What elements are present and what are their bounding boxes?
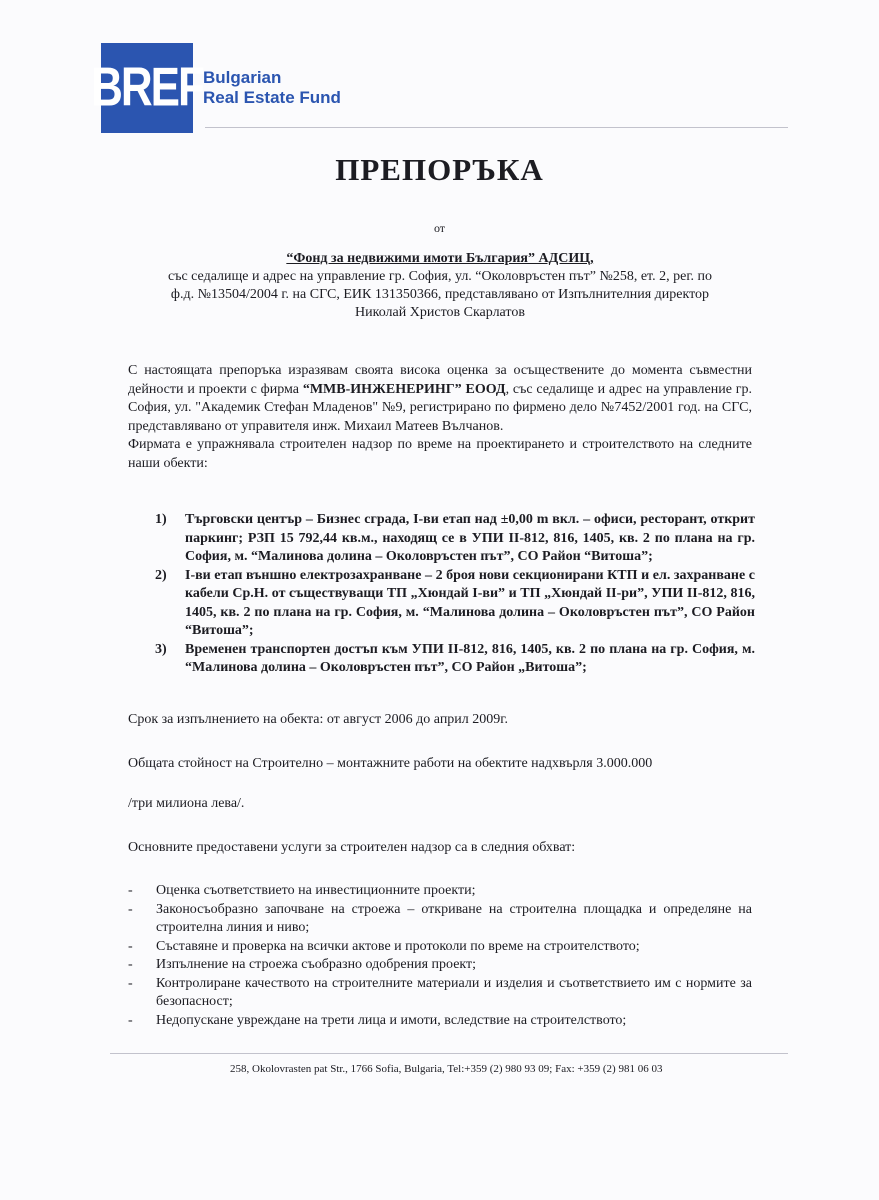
value-line-2: /три милиона лева/. [128, 796, 245, 811]
bullet-text: Съставяне и проверка на всички актове и протоколи по време на строителството; [156, 938, 640, 954]
intro-text-1: С настоящата препоръка изразявам своята висока оценка за осъществените до момента съвместни дейности и проекти с фирма [128, 363, 752, 397]
from-label: от [433, 221, 446, 235]
list-item [128, 901, 752, 938]
list-item-number: 1) [155, 512, 167, 527]
bullet-dash: - [128, 901, 133, 917]
bullet-dash: - [128, 938, 133, 954]
list-item [155, 567, 755, 641]
list-item [128, 938, 752, 957]
intro-text-3: Фирмата е упражнявала строителен надзор по време на проектирането и строителството на следните наши обекти: [128, 437, 752, 471]
bullet-dash: - [128, 1012, 133, 1028]
intro-firm-name: “ММВ-ИНЖЕНЕРИНГ” ЕООД [302, 381, 506, 397]
list-item [128, 956, 752, 975]
list-item [128, 882, 752, 901]
issuer-line-3: Николай Христов Скарлатов [355, 305, 525, 320]
document-title: ПРЕПОРЪКА [335, 152, 544, 187]
list-item-number: 3) [155, 641, 167, 657]
bullet-text: Законосъобразно започване на строежа – откриване на строителна площадка и определяне на строителна линия и ниво; [156, 901, 752, 935]
bullet-text: Изпълнение на строежа съобразно одобрения проект; [156, 957, 477, 972]
list-item-text: Временен транспортен достъп към УПИ II-812, 816, 1405, кв. 2 по плана на гр. София, м. “Малинова долина – Околовръстен път”, СО Район „Витоша”; [185, 641, 755, 675]
bullet-text: Недопускане увреждане на трети лица и имоти, вследствие на строителството; [156, 1012, 627, 1028]
bullet-dash: - [128, 975, 133, 991]
list-item-number: 2) [155, 567, 167, 583]
logo-text [203, 68, 341, 108]
header-divider [205, 127, 788, 128]
list-item [128, 975, 752, 1012]
logo-line-1: Bulgarian [203, 68, 282, 87]
objects-list [155, 511, 755, 678]
list-item-text: I-ви етап външно електрозахранване – 2 броя нови секционирани КТП и ел. захранване с кабели Ср.Н. от съществуващи ТП „Хюндай I-ви” и ТП „Хюндай II-ри”, УПИ II-812, 816, 1405, кв. 2 по плана на гр. София, м. “Малинова долина – Околовръстен път”, СО Район “Витоша”; [185, 567, 755, 638]
bullet-dash: - [128, 883, 133, 898]
logo-mark: BREF [101, 43, 193, 133]
issuer-name: “Фонд за недвижими имоти България” АДСИЦ, [286, 251, 594, 266]
footer-divider [110, 1053, 788, 1054]
issuer-block [120, 250, 760, 322]
footer-address: 258, Okolovrasten pat Str., 1766 Sofia, Bulgaria, Tel:+359 (2) 980 93 09; Fax: +359 (2) 981 06 03 [230, 1063, 663, 1075]
term-line: Срок за изпълнението на обекта: от август 2006 до април 2009г. [128, 712, 508, 727]
issuer-line-1: със седалище и адрес на управление гр. София, ул. “Околовръстен път” №258, ет. 2, рег. по [168, 269, 712, 284]
bullet-text: Контролиране качеството на строителните материали и изделия и съответствието им с нормите за безопасност; [156, 975, 752, 1009]
logo-line-2: Real Estate Fund [203, 88, 341, 107]
company-logo [91, 52, 341, 124]
value-line-1: Общата стойност на Строително – монтажните работи на обектите надхвърля 3.000.000 [128, 756, 653, 771]
intro-paragraph [128, 362, 752, 473]
services-intro: Основните предоставени услуги за строителен надзор са в следния обхват: [128, 840, 576, 855]
bullet-text: Оценка съответствието на инвестиционните проекти; [156, 883, 476, 898]
list-item-text: Търговски център – Бизнес сграда, I-ви етап над ±0,00 m вкл. – офиси, ресторант, открит паркинг; РЗП 15 792,44 кв.м., находящ се в УПИ II-812, 816, 1405, кв. 2 по плана на гр. София, м. “Малинова долина – Околовръстен път”, СО Район “Витоша”; [185, 512, 755, 564]
list-item [128, 1012, 752, 1031]
list-item [155, 511, 755, 567]
issuer-line-2: ф.д. №13504/2004 г. на СГС, ЕИК 131350366, представлявано от Изпълнителния директор [170, 287, 710, 302]
list-item [155, 641, 755, 678]
intro-text-2: , със седалище и адрес на управление гр. София, ул. "Академик Стефан Младенов" №9, регистрирано по фирмено дело №7452/2001 год. на СГС, представлявано от управителя инж. Михаил Матеев Вълчанов. [128, 381, 752, 434]
bullet-dash: - [128, 957, 133, 972]
services-list [128, 882, 752, 1030]
